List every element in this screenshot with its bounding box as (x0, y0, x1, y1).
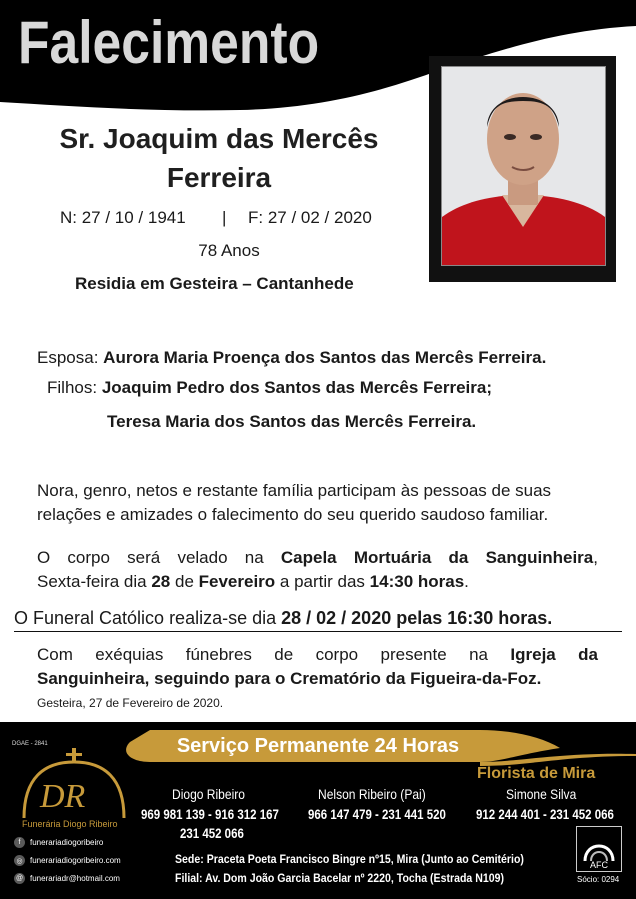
age: 78 Anos (198, 241, 260, 260)
children-label: Filhos: (47, 378, 98, 397)
globe-icon: ◎ (14, 855, 25, 866)
dgae-number: DGAE - 2841 (12, 741, 48, 747)
exequies-paragraph (37, 643, 598, 691)
wake-comma: , (593, 548, 598, 567)
wake-paragraph (37, 546, 598, 594)
email-icon: @ (15, 875, 24, 882)
child-2: Teresa Maria dos Santos das Mercês Ferreira. (107, 412, 477, 431)
wake-text: O corpo será velado na (37, 548, 281, 567)
funeral-text: O Funeral Católico realiza-se dia (14, 608, 282, 628)
logo-name: Funerária Diogo Ribeiro (22, 819, 118, 829)
funeral-line (14, 608, 622, 632)
contact-3-phone1: 912 244 401 - 231 452 066 (476, 806, 614, 822)
contact-2-name: Nelson Ribeiro (Pai) (318, 786, 426, 802)
spouse-name: Aurora Maria Proença dos Santos das Mercês Ferreira. (103, 348, 547, 367)
contact-1-phone2: 231 452 066 (180, 825, 244, 841)
facebook-icon: f (14, 837, 25, 848)
logo-initials: DR (40, 778, 86, 815)
announcement-line2: relações e amizades o falecimento do seu querido saudoso familiar. (37, 505, 549, 524)
afc-logo (576, 826, 622, 872)
deceased-photo (441, 66, 606, 266)
exequies-text: Com exéquias fúnebres de corpo presente na (37, 645, 511, 664)
death-date: F: 27 / 02 / 2020 (248, 208, 372, 227)
announcement-line1: Nora, genro, netos e restante família participam às pessoas de suas (37, 481, 552, 500)
exequies-church: Igreja da (510, 645, 598, 664)
wake-period: . (464, 572, 469, 591)
exequies-church-2: Sanguinheira, seguindo para o (37, 669, 291, 688)
contact-1-phone1: 969 981 139 - 916 312 167 (141, 806, 279, 822)
spouse-label: Esposa: (37, 348, 99, 367)
funeral-datetime: 28 / 02 / 2020 pelas 16:30 horas. (281, 608, 553, 628)
child-1: Joaquim Pedro dos Santos das Mercês Ferreira; (101, 378, 492, 397)
filial-address: Filial: Av. Dom João Garcia Bacelar nº 2220, Tocha (Estrada N109) (175, 871, 504, 885)
social-facebook-text: funerariadiogoribeiro (30, 838, 104, 847)
exequies-crematorium: Crematório da Figueira-da-Foz. (290, 669, 542, 688)
florista-label: Florista de Mira (477, 765, 596, 782)
service-banner-text: Serviço Permanente 24 Horas (176, 735, 460, 757)
social-email-text: funerariadr@hotmail.com (30, 874, 120, 883)
birth-date: N: 27 / 10 / 1941 (60, 208, 186, 227)
wake-weekday: Sexta-feira dia (37, 572, 152, 591)
contact-2-phone1: 966 147 479 - 231 441 520 (308, 806, 446, 822)
social-website-text: funerariadiogoribeiro.com (30, 856, 121, 865)
socio-number: Sócio: 0294 (577, 875, 620, 884)
children-line (47, 378, 492, 398)
date-separator: | (222, 208, 227, 227)
wake-from: a partir das (275, 572, 370, 591)
residence: Residia em Gesteira – Cantanhede (75, 274, 354, 293)
afc-logo-text: AFC (590, 860, 608, 870)
wake-month: Fevereiro (198, 572, 276, 591)
deceased-name-line2: Ferreira (166, 162, 272, 193)
spouse-line (37, 348, 546, 368)
deceased-name-line1: Sr. Joaquim das Mercês (59, 123, 379, 154)
wake-chapel: Capela Mortuária da Sanguinheira (280, 548, 594, 567)
wake-day: 28 (151, 572, 171, 591)
social-website[interactable] (14, 855, 121, 866)
wake-time: 14:30 horas (369, 572, 465, 591)
place-date: Gesteira, 27 de Fevereiro de 2020. (37, 696, 224, 710)
contact-3-name: Simone Silva (506, 786, 577, 802)
page-title: Falecimento (18, 9, 320, 76)
contact-1-name: Diogo Ribeiro (172, 786, 245, 802)
wake-de: de (170, 572, 199, 591)
social-facebook[interactable] (14, 837, 103, 848)
sede-address: Sede: Praceta Poeta Francisco Bingre nº15, Mira (Junto ao Cemitério) (175, 852, 524, 866)
social-email[interactable] (14, 873, 120, 884)
